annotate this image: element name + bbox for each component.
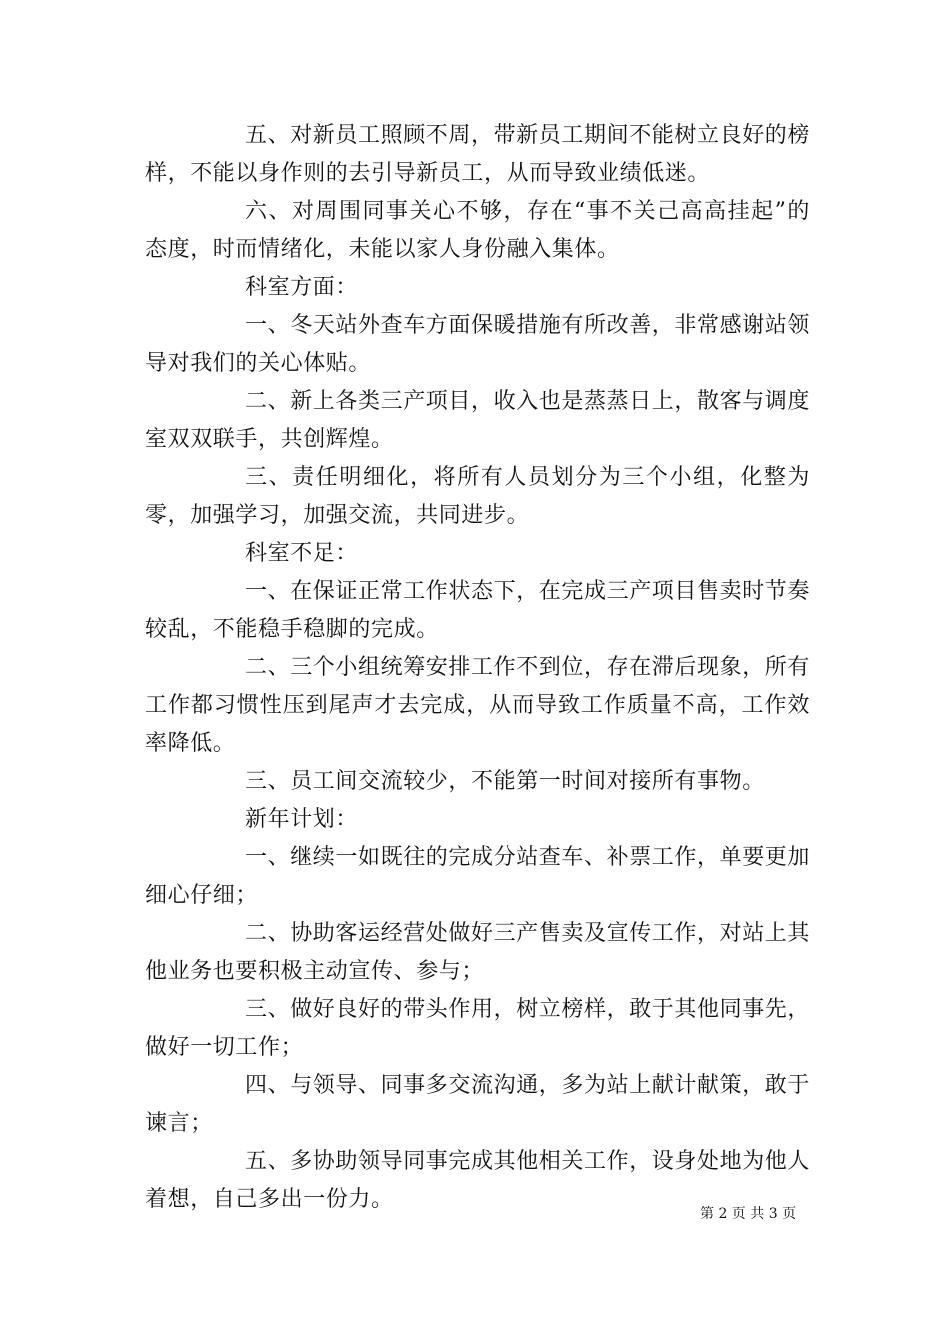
paragraph: 一、在保证正常工作状态下，在完成三产项目售卖时节奏较乱，不能稳手稳脚的完成。 (145, 579, 811, 642)
section-heading: 科室不足： (245, 541, 359, 566)
paragraph: 一、继续一如既往的完成分站查车、补票工作，单要更加细心仔细； (145, 845, 811, 908)
paragraph: 三、责任明细化，将所有人员划分为三个小组，化整为零，加强学习，加强交流，共同进步。 (145, 465, 810, 528)
document-body (145, 117, 810, 1219)
paragraph: 三、做好良好的带头作用，树立榜样，敢于其他同事先，做好一切工作； (145, 997, 811, 1060)
page-number: 第 2 页 共 3 页 (700, 1206, 797, 1222)
section-heading: 新年计划： (245, 807, 359, 832)
paragraph: 五、多协助领导同事完成其他相关工作，设身处地为他人着想，自己多出一份力。 (145, 1149, 811, 1212)
paragraph: 五、对新员工照顾不周，带新员工期间不能树立良好的榜样，不能以身作则的去引导新员工，从而导致业绩低迷。 (145, 123, 811, 186)
paragraph: 六、对周围同事关心不够，存在“事不关己高高挂起”的态度，时而情绪化，未能以家人身份融入集体。 (145, 199, 810, 262)
paragraph: 三、员工间交流较少，不能第一时间对接所有事物。 (245, 769, 765, 794)
paragraph: 二、三个小组统筹安排工作不到位，存在滞后现象，所有工作都习惯性压到尾声才去完成，从而导致工作质量不高，工作效率降低。 (145, 655, 811, 756)
paragraph: 二、协助客运经营处做好三产售卖及宣传工作，对站上其他业务也要积极主动宣传、参与； (145, 921, 811, 984)
section-heading: 科室方面： (245, 275, 359, 300)
paragraph: 四、与领导、同事多交流沟通，多为站上献计献策，敢于谏言； (145, 1073, 811, 1136)
paragraph: 一、冬天站外查车方面保暖措施有所改善，非常感谢站领导对我们的关心体贴。 (145, 313, 811, 376)
paragraph: 二、新上各类三产项目，收入也是蒸蒸日上，散客与调度室双双联手，共创辉煌。 (145, 389, 811, 452)
